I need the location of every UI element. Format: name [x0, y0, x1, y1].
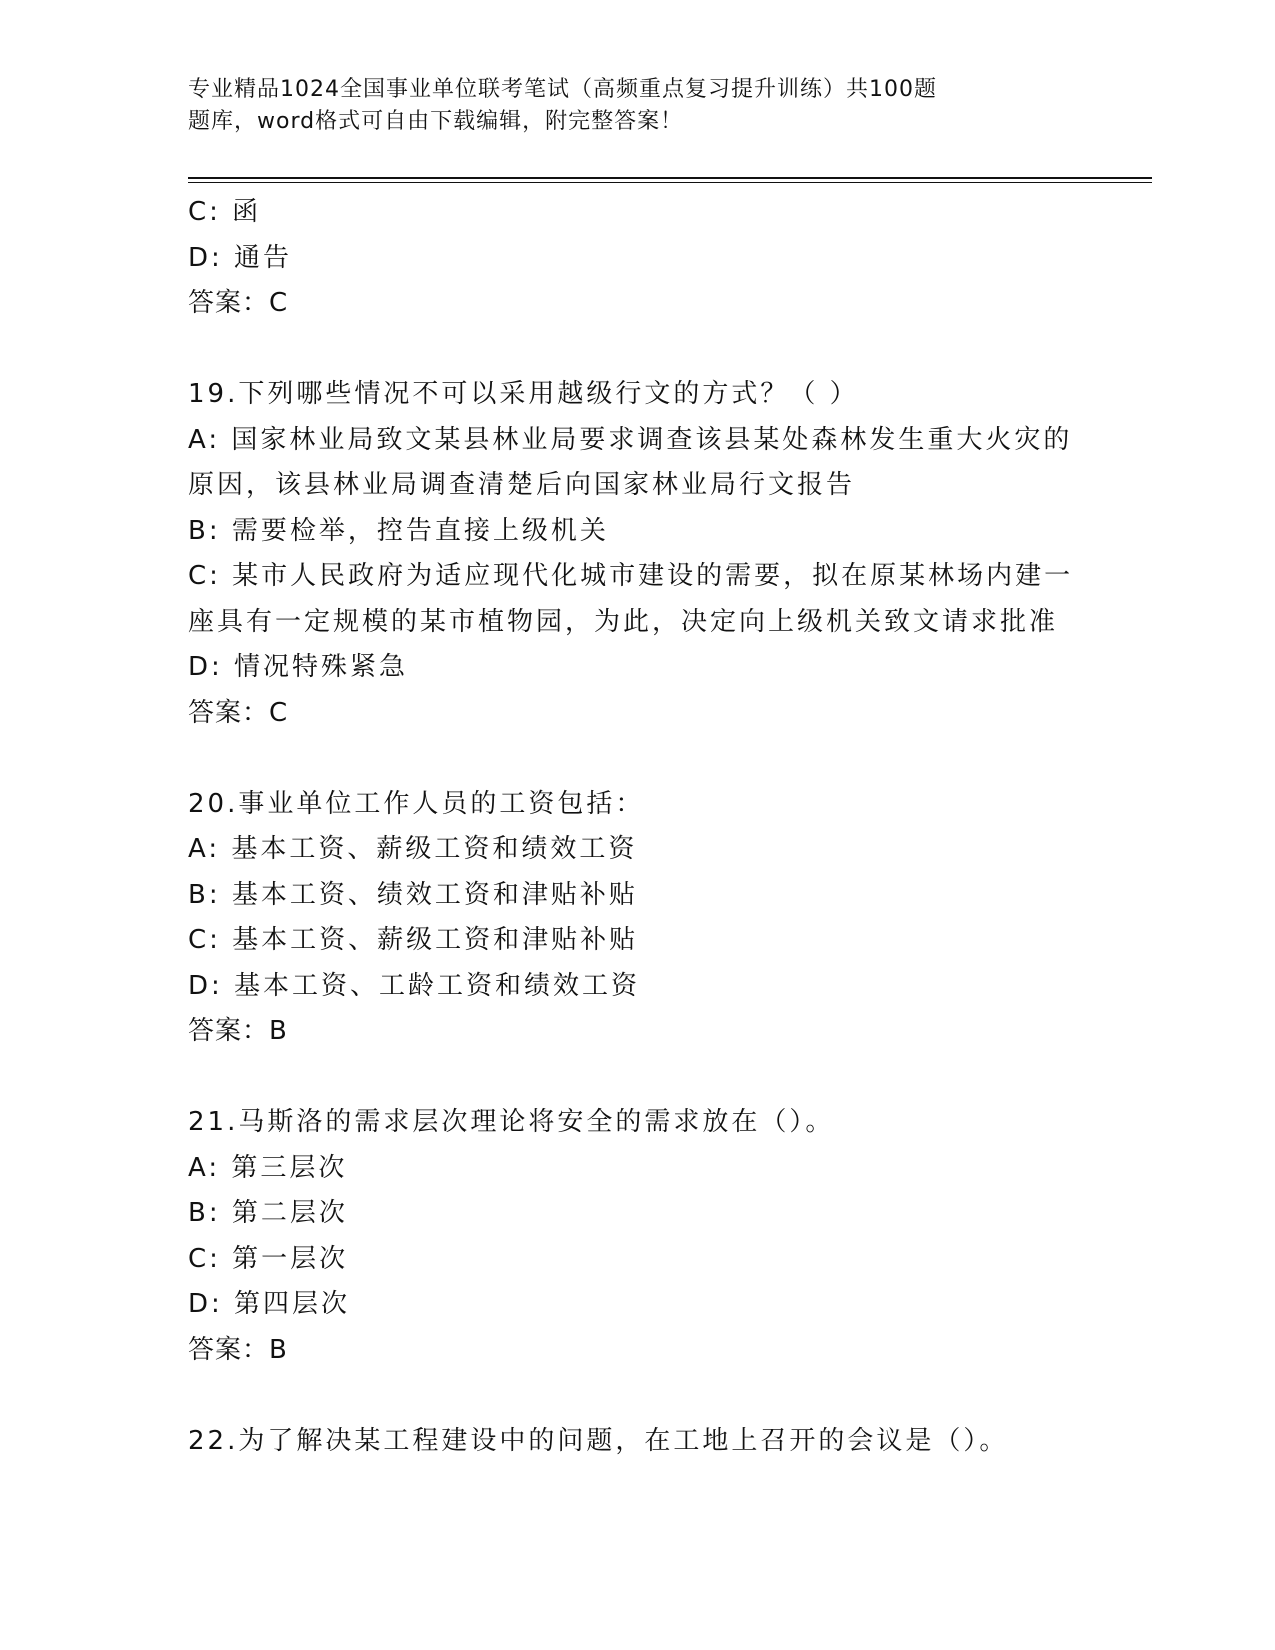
header-divider-thick [188, 177, 1152, 179]
option-d: D: 通告 [188, 242, 293, 273]
spacer [188, 1055, 1088, 1101]
spacer [188, 1373, 1088, 1419]
option-c: C: 函 [188, 197, 262, 227]
option-a-continued: 原因，该县林业局调查清楚后向国家林业局行文报告 [188, 470, 856, 500]
option-b: B: 第二层次 [188, 1198, 348, 1228]
answer-line: 答案：B [188, 1016, 288, 1046]
answer-line: 答案：C [188, 697, 289, 728]
option-b: B: 基本工资、绩效工资和津贴补贴 [188, 879, 638, 910]
question-stem: 20.事业单位工作人员的工资包括： [188, 788, 645, 819]
option-d: D: 基本工资、工龄工资和绩效工资 [188, 970, 641, 1001]
option-c: C: 某市人民政府为适应现代化城市建设的需要，拟在原某林场内建一 [188, 561, 1074, 591]
answer-line: 答案：C [188, 288, 289, 318]
option-a: A: 基本工资、薪级工资和绩效工资 [188, 834, 638, 864]
question-list [188, 190, 1088, 1464]
question-block-20 [188, 782, 1088, 1055]
question-block-21 [188, 1100, 1088, 1373]
option-c: C: 基本工资、薪级工资和津贴补贴 [188, 925, 639, 955]
spacer [188, 327, 1088, 373]
question-block-19 [188, 372, 1088, 736]
option-b: B: 需要检举，控告直接上级机关 [188, 515, 609, 546]
question-block-previous [188, 190, 1088, 327]
option-a: A: 第三层次 [188, 1152, 348, 1183]
option-a: A: 国家林业局致文某县林业局要求调查该县某处森林发生重大火灾的 [188, 424, 1073, 455]
option-c-continued: 座具有一定规模的某市植物园，为此，决定向上级机关致文请求批准 [188, 606, 1059, 637]
option-d: D: 情况特殊紧急 [188, 652, 409, 682]
header-divider-thin [188, 182, 1152, 183]
header-title-line-1: 专业精品1024全国事业单位联考笔试（高频重点复习提升训练）共100题 [188, 77, 937, 102]
question-block-22 [188, 1419, 1088, 1465]
header-title-line-2: 题库，word格式可自由下载编辑，附完整答案！ [188, 109, 684, 134]
document-header [188, 74, 1148, 138]
option-c: C: 第一层次 [188, 1243, 349, 1274]
spacer [188, 736, 1088, 782]
option-d: D: 第四层次 [188, 1289, 351, 1319]
question-stem: 19.下列哪些情况不可以采用越级行文的方式？（ ） [188, 379, 859, 409]
question-stem: 22.为了解决某工程建设中的问题，在工地上召开的会议是（）。 [188, 1425, 1009, 1456]
question-stem: 21.马斯洛的需求层次理论将安全的需求放在（）。 [188, 1107, 835, 1137]
answer-line: 答案：B [188, 1334, 288, 1365]
